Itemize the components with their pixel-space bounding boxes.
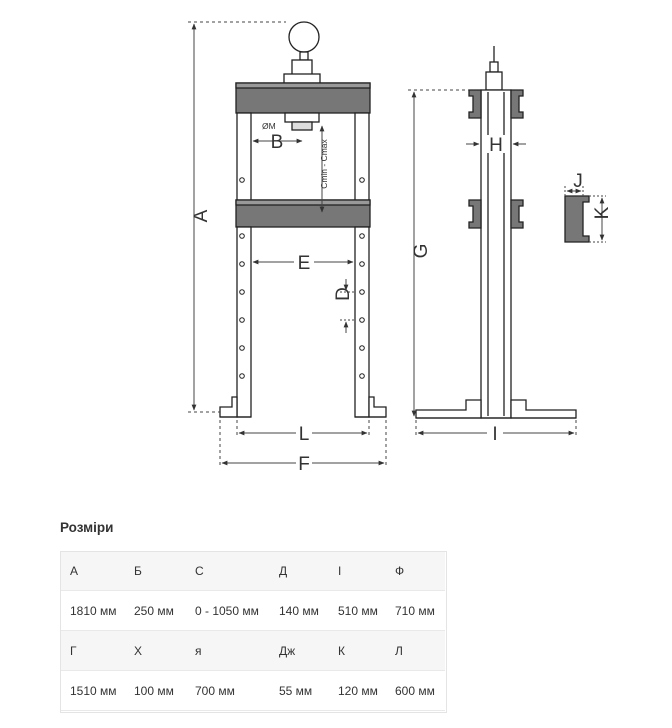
gauge-stem xyxy=(300,52,308,60)
table-header-cell: Х xyxy=(124,631,185,671)
table-row xyxy=(60,551,445,591)
label-e: E xyxy=(297,253,311,274)
left-upper-column xyxy=(237,113,251,202)
table-value-cell: 250 мм xyxy=(124,591,185,631)
left-leg xyxy=(237,227,251,417)
dimensions-heading: Розміри xyxy=(60,520,114,535)
label-g: G xyxy=(411,243,432,259)
side-top-bracket-left xyxy=(469,90,481,118)
label-b: B xyxy=(270,132,284,153)
side-view xyxy=(416,46,576,418)
label-i: I xyxy=(492,424,498,445)
left-foot xyxy=(220,397,237,417)
table-value-cell: 510 мм xyxy=(328,591,385,631)
table-row xyxy=(60,671,445,711)
ram-head xyxy=(285,113,319,122)
table-value-cell: 55 мм xyxy=(269,671,328,711)
table-value-cell: 1510 мм xyxy=(60,671,124,711)
label-d: D xyxy=(333,287,354,301)
table-row xyxy=(60,591,445,631)
pressure-gauge xyxy=(289,22,319,52)
side-base xyxy=(416,400,481,418)
label-j: J xyxy=(573,171,583,192)
front-view xyxy=(220,22,386,417)
label-a: A xyxy=(191,209,212,223)
label-f: F xyxy=(298,454,310,475)
table-value-cell: 140 мм xyxy=(269,591,328,631)
label-diameter-m: ØM xyxy=(262,121,276,131)
label-k: K xyxy=(592,206,613,220)
side-mid-bracket-right xyxy=(511,200,523,228)
label-cmin-cmax: Cmin - Cmax xyxy=(319,139,329,189)
side-top-bracket-right xyxy=(511,90,523,118)
dimensions-table xyxy=(60,551,445,711)
table-value-cell: 0 - 1050 мм xyxy=(185,591,269,631)
right-foot xyxy=(369,397,386,417)
table-header-cell: Л xyxy=(385,631,445,671)
table-value-cell: 700 мм xyxy=(185,671,269,711)
table-header-cell: С xyxy=(185,551,269,591)
profile-section xyxy=(565,196,589,242)
table-row xyxy=(60,631,445,671)
table-header-cell: К xyxy=(328,631,385,671)
table-header-cell: я xyxy=(185,631,269,671)
table-header-cell: Д xyxy=(269,551,328,591)
table-header-cell: І xyxy=(328,551,385,591)
table-value-cell: 100 мм xyxy=(124,671,185,711)
side-mid-bracket-left xyxy=(469,200,481,228)
label-h: H xyxy=(489,135,503,156)
table-header-cell: Дж xyxy=(269,631,328,671)
table-value-cell: 1810 мм xyxy=(60,591,124,631)
table-header-cell: Б xyxy=(124,551,185,591)
right-upper-column xyxy=(355,113,369,202)
label-l: L xyxy=(298,424,310,445)
table-header-cell: Ф xyxy=(385,551,445,591)
table-value-cell: 600 мм xyxy=(385,671,445,711)
table-value-cell: 120 мм xyxy=(328,671,385,711)
table-value-cell: 710 мм xyxy=(385,591,445,631)
table-header-cell: А xyxy=(60,551,124,591)
table-header-cell: Г xyxy=(60,631,124,671)
